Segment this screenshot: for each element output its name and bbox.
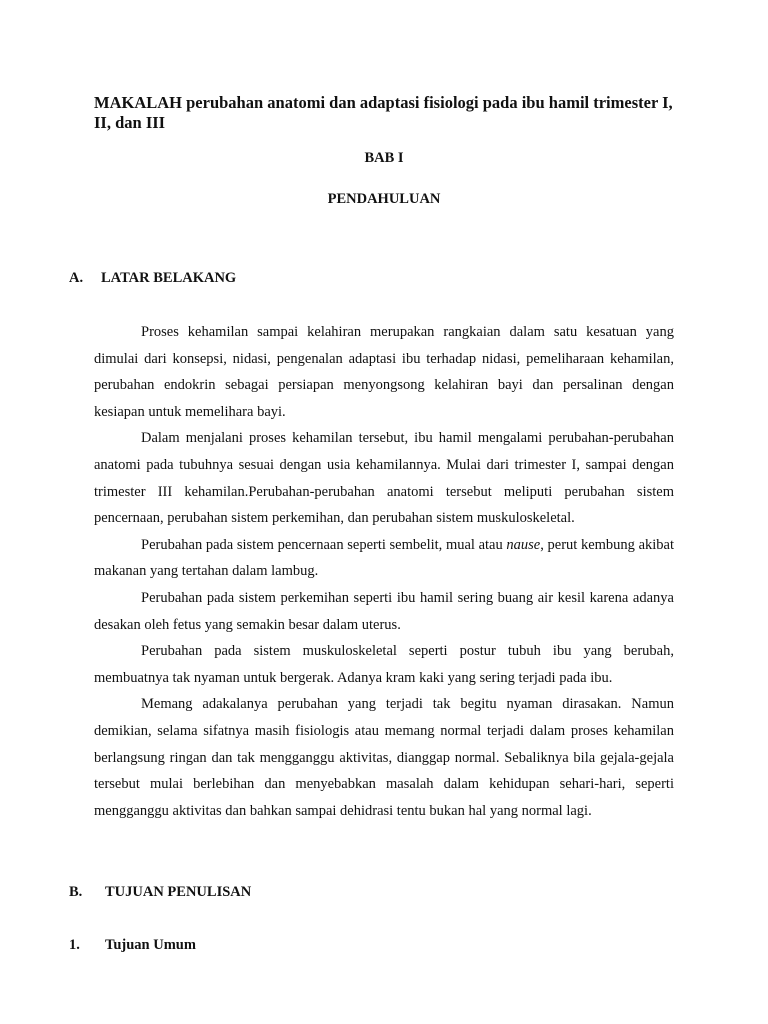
section-title: LATAR BELAKANG: [101, 270, 237, 286]
body-text: [94, 319, 674, 824]
chapter-number: BAB I: [364, 150, 404, 166]
paragraph-text: , perut kembung akibat makanan yang tertahan dalam lambug.: [94, 536, 674, 580]
paragraph: Perubahan pada sistem muskuloskeletal seperti postur tubuh ibu yang berubah, membuatnya tak nyaman untuk bergerak. Adanya kram kaki yang sering terjadi pada ibu.: [94, 643, 674, 686]
document-title: MAKALAH perubahan anatomi dan adaptasi fisiologi pada ibu hamil trimester I, II, dan III: [94, 93, 673, 132]
subsection-marker: 1.: [69, 937, 80, 953]
chapter-title: PENDAHULUAN: [327, 191, 441, 207]
section-heading-tujuan-penulisan: [69, 884, 251, 901]
section-marker: A.: [69, 270, 84, 286]
paragraph: Memang adakalanya perubahan yang terjadi tak begitu nyaman dirasakan. Namun demikian, selama sifatnya masih fisiologis atau memang normal terjadi dalam proses kehamilan berlangsung ringan dan tak mengganggu aktivitas, dianggap normal. Sebaliknya bila gejala-gejala tersebut mulai berlebihan dan menyebabkan masalah dalam kehidupan sehari-hari, seperti mengganggu aktivitas dan bahkan sampai dehidrasi tentu bukan hal yang normal lagi.: [94, 696, 674, 819]
paragraph: [94, 532, 674, 585]
paragraph: Dalam menjalani proses kehamilan tersebut, ibu hamil mengalami perubahan-perubahan anatomi pada tubuhnya sesuai dengan usia kehamilannya. Mulai dari trimester I, sampai dengan trimester III kehamilan.Perubahan-perubahan anatomi tersebut meliputi perubahan sistem pencernaan, perubahan sistem perkemihan, dan perubahan sistem muskuloskeletal.: [94, 430, 674, 527]
subsection-heading-tujuan-umum: [69, 937, 196, 954]
paragraph: Proses kehamilan sampai kelahiran merupakan rangkaian dalam satu kesatuan yang dimulai dari konsepsi, nidasi, pengenalan adaptasi ibu terhadap nidasi, pemeliharaan kehamilan, perubahan endokrin sebagai persiapan menyongsong kelahiran bayi dan persalinan dengan kesiapan untuk memelihara bayi.: [94, 324, 674, 420]
section-heading-latar-belakang: [69, 270, 236, 287]
section-marker: B.: [69, 884, 83, 900]
paragraph-text: Perubahan pada sistem pencernaan seperti sembelit, mual atau: [141, 536, 507, 553]
italic-term: nause: [506, 536, 541, 553]
section-title: TUJUAN PENULISAN: [105, 884, 252, 900]
subsection-title: Tujuan Umum: [105, 937, 196, 953]
paragraph: Perubahan pada sistem perkemihan seperti ibu hamil sering buang air kesil karena adanya desakan oleh fetus yang semakin besar dalam uterus.: [94, 589, 674, 633]
